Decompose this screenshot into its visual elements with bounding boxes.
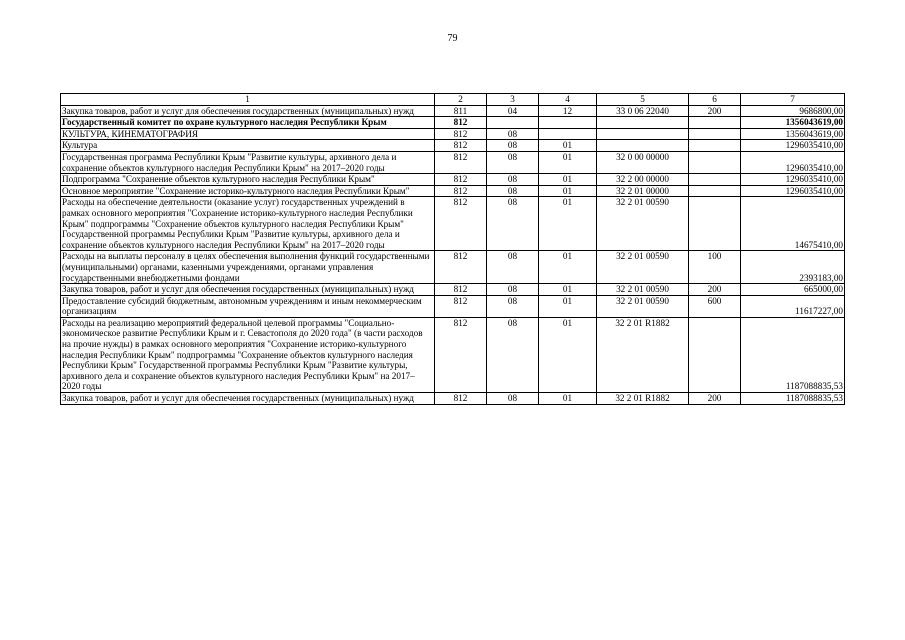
amount-cell: 1296035410,00 [741, 140, 845, 152]
target-item-cell: 32 2 01 00590 [597, 197, 689, 251]
section-cell: 08 [487, 174, 539, 186]
expense-type-cell [689, 140, 741, 152]
target-item-cell: 33 0 06 22040 [597, 105, 689, 117]
amount-cell: 1296035410,00 [741, 174, 845, 186]
subsection-cell: 01 [539, 317, 597, 392]
amount-cell: 1187088835,53 [741, 317, 845, 392]
code-cell: 812 [435, 284, 487, 296]
subsection-cell [539, 117, 597, 129]
expense-type-cell [689, 117, 741, 129]
budget-table [60, 93, 845, 405]
target-item-cell [597, 128, 689, 140]
table-row [61, 185, 845, 197]
header-cell: 2 [435, 94, 487, 106]
expense-type-cell: 200 [689, 284, 741, 296]
subsection-cell: 01 [539, 197, 597, 251]
subsection-cell: 01 [539, 393, 597, 405]
target-item-cell [597, 117, 689, 129]
expense-type-cell [689, 151, 741, 173]
target-item-cell: 32 2 00 00000 [597, 174, 689, 186]
item-name-cell: Закупка товаров, работ и услуг для обеспечения государственных (муниципальных) нужд [61, 393, 435, 405]
amount-cell: 665000,00 [741, 284, 845, 296]
code-cell: 812 [435, 151, 487, 173]
section-cell: 08 [487, 151, 539, 173]
item-name-cell: Государственный комитет по охране культурного наследия Республики Крым [61, 117, 435, 129]
section-cell: 08 [487, 295, 539, 317]
expense-type-cell: 100 [689, 251, 741, 284]
expense-type-cell: 200 [689, 393, 741, 405]
item-name-cell: Культура [61, 140, 435, 152]
expense-type-cell: 600 [689, 295, 741, 317]
table-row [61, 197, 845, 251]
section-cell [487, 117, 539, 129]
code-cell: 812 [435, 117, 487, 129]
amount-cell: 2393183,00 [741, 251, 845, 284]
header-cell: 3 [487, 94, 539, 106]
expense-type-cell [689, 197, 741, 251]
code-cell: 812 [435, 251, 487, 284]
target-item-cell: 32 2 01 00590 [597, 284, 689, 296]
code-cell: 812 [435, 295, 487, 317]
item-name-cell: Основное мероприятие "Сохранение историко-культурного наследия Республики Крым" [61, 185, 435, 197]
amount-cell: 14675410,00 [741, 197, 845, 251]
item-name-cell: КУЛЬТУРА, КИНЕМАТОГРАФИЯ [61, 128, 435, 140]
table-row [61, 174, 845, 186]
table-row [61, 117, 845, 129]
amount-cell: 1356043619,00 [741, 117, 845, 129]
item-name-cell: Предоставление субсидий бюджетным, автономным учреждениям и иным некоммерческим организациям [61, 295, 435, 317]
expense-type-cell: 200 [689, 105, 741, 117]
expense-type-cell [689, 185, 741, 197]
target-item-cell: 32 0 00 00000 [597, 151, 689, 173]
target-item-cell: 32 2 01 R1882 [597, 317, 689, 392]
item-name-cell: Закупка товаров, работ и услуг для обеспечения государственных (муниципальных) нужд [61, 284, 435, 296]
code-cell: 812 [435, 174, 487, 186]
item-name-cell: Закупка товаров, работ и услуг для обеспечения государственных (муниципальных) нужд [61, 105, 435, 117]
item-name-cell: Расходы на обеспечение деятельности (оказание услуг) государственных учреждений в рамках основного мероприятия "Сохранение историко-культурного наследия Республики Крым" подпрограммы "Сохранение объектов культурного наследия Республики Крым" Государственной программы Республики Крым "Развитие культуры, архивного дела и сохранение объектов культурного наследия Республики Крым" на 2017–2020 годы [61, 197, 435, 251]
item-name-cell: Государственная программа Республики Крым "Развитие культуры, архивного дела и сохранение объектов культурного наследия Республики Крым" на 2017–2020 годы [61, 151, 435, 173]
expense-type-cell [689, 174, 741, 186]
header-cell: 6 [689, 94, 741, 106]
header-row [61, 94, 845, 106]
section-cell: 08 [487, 140, 539, 152]
code-cell: 812 [435, 128, 487, 140]
table-row [61, 284, 845, 296]
section-cell: 08 [487, 197, 539, 251]
subsection-cell: 12 [539, 105, 597, 117]
expense-type-cell [689, 128, 741, 140]
header-cell: 7 [741, 94, 845, 106]
section-cell: 04 [487, 105, 539, 117]
subsection-cell [539, 128, 597, 140]
amount-cell: 1296035410,00 [741, 185, 845, 197]
target-item-cell: 32 2 01 00000 [597, 185, 689, 197]
amount-cell: 9686800,00 [741, 105, 845, 117]
table-row [61, 295, 845, 317]
section-cell: 08 [487, 284, 539, 296]
item-name-cell: Расходы на реализацию мероприятий федеральной целевой программы "Социально-экономическое развитие Республики Крым и г. Севастополя до 2020 года" (в части расходов на прочие нужды) в рамках основного мероприятия "Сохранение историко-культурного наследия Республики Крым" подпрограммы "Сохранение объектов культурного наследия Республики Крым" Государственной программы Республики Крым "Развитие культуры, архивного дела и сохранение объектов культурного наследия Республики Крым" на 2017–2020 годы [61, 317, 435, 392]
header-cell: 1 [61, 94, 435, 106]
table-row [61, 251, 845, 284]
code-cell: 812 [435, 197, 487, 251]
code-cell: 812 [435, 185, 487, 197]
section-cell: 08 [487, 393, 539, 405]
table-row [61, 151, 845, 173]
section-cell: 08 [487, 128, 539, 140]
target-item-cell: 32 2 01 R1882 [597, 393, 689, 405]
amount-cell: 1296035410,00 [741, 151, 845, 173]
subsection-cell: 01 [539, 140, 597, 152]
item-name-cell: Расходы на выплаты персоналу в целях обеспечения выполнения функций государственными (муниципальными) органами, казенными учреждениями, органами управления государственными внебюджетными фондами [61, 251, 435, 284]
target-item-cell [597, 140, 689, 152]
subsection-cell: 01 [539, 151, 597, 173]
amount-cell: 1356043619,00 [741, 128, 845, 140]
page-number: 79 [447, 33, 458, 44]
code-cell: 812 [435, 317, 487, 392]
subsection-cell: 01 [539, 185, 597, 197]
subsection-cell: 01 [539, 174, 597, 186]
code-cell: 811 [435, 105, 487, 117]
amount-cell: 11617227,00 [741, 295, 845, 317]
code-cell: 812 [435, 140, 487, 152]
amount-cell: 1187088835,53 [741, 393, 845, 405]
subsection-cell: 01 [539, 295, 597, 317]
subsection-cell: 01 [539, 251, 597, 284]
table-row [61, 140, 845, 152]
table-row [61, 393, 845, 405]
header-cell: 5 [597, 94, 689, 106]
section-cell: 08 [487, 251, 539, 284]
target-item-cell: 32 2 01 00590 [597, 251, 689, 284]
section-cell: 08 [487, 317, 539, 392]
section-cell: 08 [487, 185, 539, 197]
expense-type-cell [689, 317, 741, 392]
header-cell: 4 [539, 94, 597, 106]
table-row [61, 128, 845, 140]
target-item-cell: 32 2 01 00590 [597, 295, 689, 317]
table-row [61, 105, 845, 117]
table-row [61, 317, 845, 392]
item-name-cell: Подпрограмма "Сохранение объектов культурного наследия Республики Крым" [61, 174, 435, 186]
subsection-cell: 01 [539, 284, 597, 296]
code-cell: 812 [435, 393, 487, 405]
